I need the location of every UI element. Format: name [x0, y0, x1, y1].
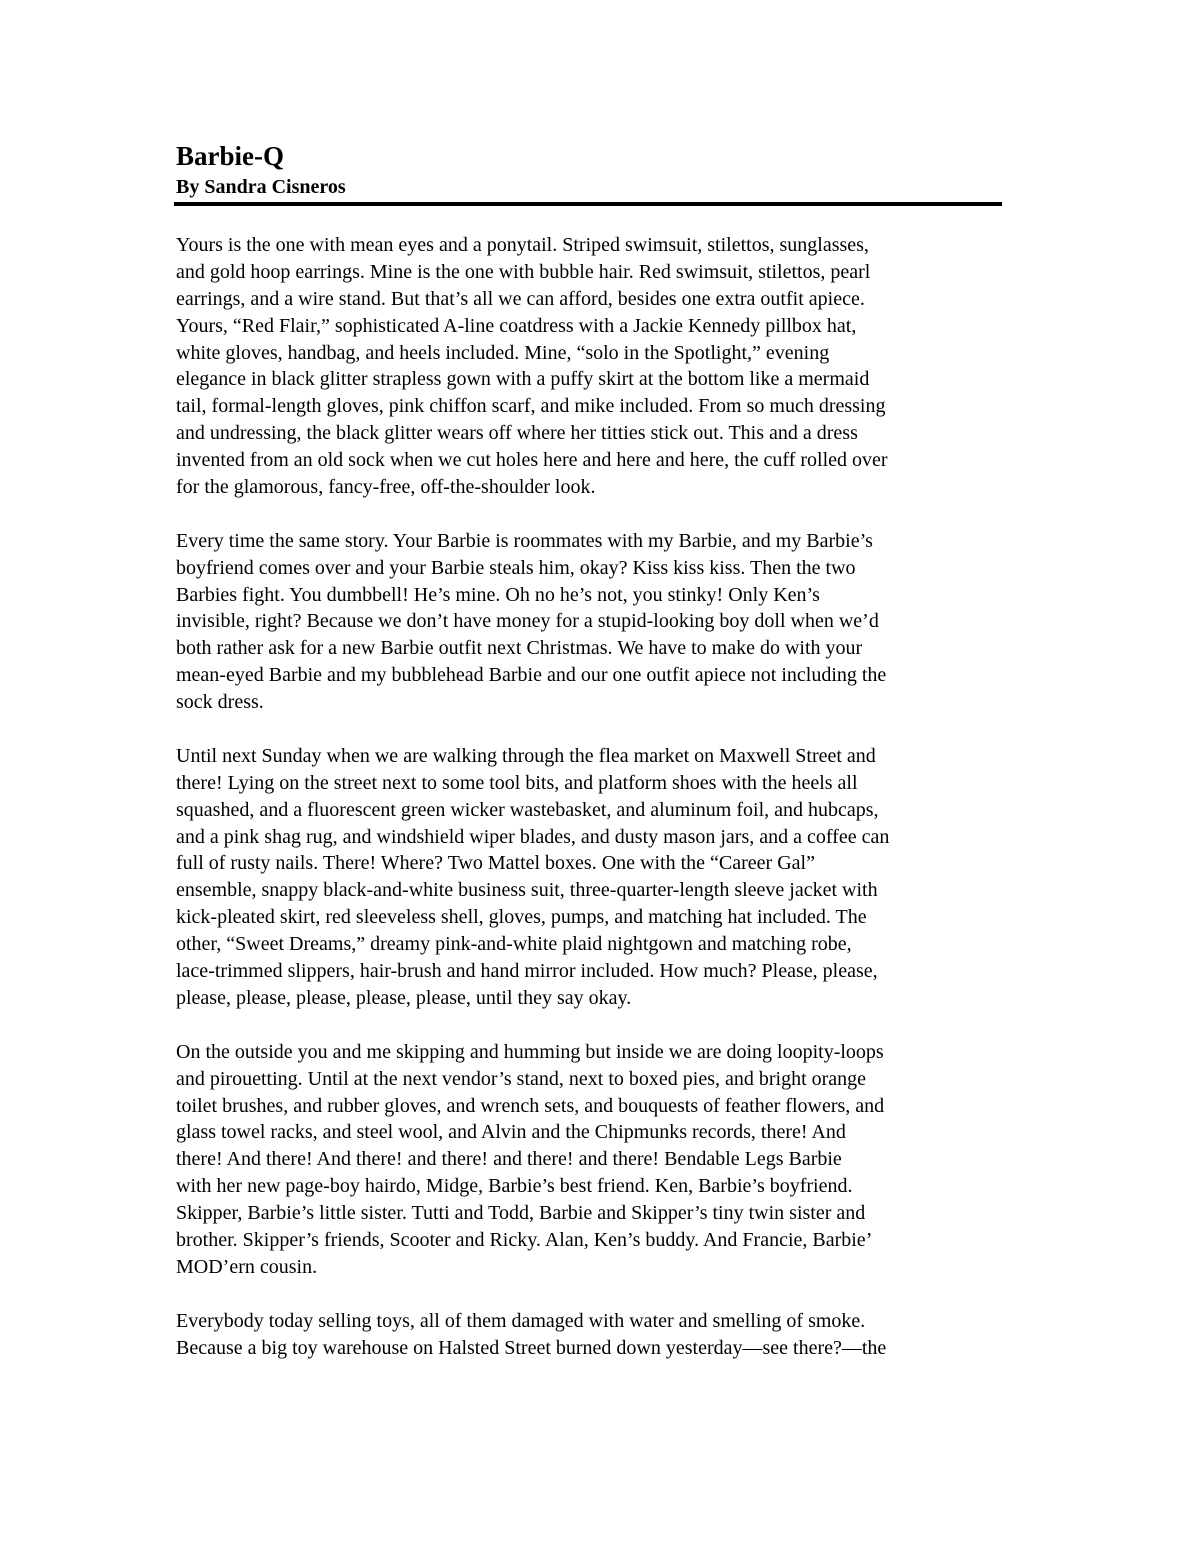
paragraph: [176, 232, 1016, 501]
document-header: [176, 140, 1002, 200]
paragraph-spacer: [176, 501, 1016, 528]
text-line: lace-trimmed slippers, hair-brush and hand mirror included. How much? Please, please,: [176, 960, 878, 983]
paragraph-spacer: [176, 1012, 1016, 1039]
text-line: ensemble, snappy black-and-white business suit, three-quarter-length sleeve jacket with: [176, 879, 878, 902]
text-line: and pirouetting. Until at the next vendor’s stand, next to boxed pies, and bright orange: [176, 1067, 867, 1090]
text-line: Yours is the one with mean eyes and a ponytail. Striped swimsuit, stilettos, sunglasses,: [176, 234, 869, 256]
paragraph: [176, 1039, 1016, 1281]
text-line: and a pink shag rug, and windshield wiper blades, and dusty mason jars, and a coffee can: [176, 825, 890, 848]
author-byline: By Sandra Cisneros: [176, 176, 346, 198]
document-title: Barbie-Q: [176, 141, 284, 171]
text-line: white gloves, handbag, and heels included. Mine, “solo in the Spotlight,” evening: [176, 341, 830, 364]
text-line: glass towel racks, and steel wool, and Alvin and the Chipmunks records, there! And: [176, 1121, 846, 1144]
text-line: kick-pleated skirt, red sleeveless shell, gloves, pumps, and matching hat included. The: [176, 906, 867, 929]
text-line: tail, formal-length gloves, pink chiffon scarf, and mike included. From so much dressing: [176, 395, 886, 418]
text-line: there! Lying on the street next to some tool bits, and platform shoes with the heels all: [176, 771, 858, 794]
text-line: brother. Skipper’s friends, Scooter and Ricky. Alan, Ken’s buddy. And Francie, Barbie’: [176, 1228, 873, 1251]
paragraph: [176, 743, 1016, 1012]
text-line: On the outside you and me skipping and humming but inside we are doing loopity-loops: [176, 1040, 884, 1063]
text-line: Skipper, Barbie’s little sister. Tutti and Todd, Barbie and Skipper’s tiny twin sister and: [176, 1202, 866, 1225]
text-line: and undressing, the black glitter wears off where her titties stick out. This and a dress: [176, 422, 858, 445]
text-line: invented from an old sock when we cut holes here and here and here, the cuff rolled over: [176, 449, 888, 472]
header-divider: [174, 202, 1002, 206]
text-line: mean-eyed Barbie and my bubblehead Barbie and our one outfit apiece not including the: [176, 664, 887, 687]
text-line: Because a big toy warehouse on Halsted Street burned down yesterday—see there?—the: [176, 1336, 887, 1359]
text-line: Every time the same story. Your Barbie is roommates with my Barbie, and my Barbie’s: [176, 529, 873, 552]
text-line: MOD’ern cousin.: [176, 1255, 318, 1278]
text-line: for the glamorous, fancy-free, off-the-shoulder look.: [176, 476, 596, 499]
text-line: elegance in black glitter strapless gown with a puffy skirt at the bottom like a mermaid: [176, 368, 870, 391]
paragraph-spacer: [176, 1281, 1016, 1308]
text-line: Everybody today selling toys, all of them damaged with water and smelling of smoke.: [176, 1309, 866, 1332]
text-line: toilet brushes, and rubber gloves, and wrench sets, and bouquests of feather flowers, and: [176, 1094, 885, 1117]
text-line: Barbies fight. You dumbbell! He’s mine. Oh no he’s not, you stinky! Only Ken’s: [176, 583, 820, 606]
text-line: please, please, please, please, please, until they say okay.: [176, 986, 632, 1009]
text-line: invisible, right? Because we don’t have money for a stupid-looking boy doll when we’d: [176, 610, 879, 633]
paragraph: [176, 528, 1016, 716]
text-line: and gold hoop earrings. Mine is the one with bubble hair. Red swimsuit, stilettos, pearl: [176, 260, 871, 283]
text-line: Yours, “Red Flair,” sophisticated A-line coatdress with a Jackie Kennedy pillbox hat,: [176, 314, 857, 337]
text-line: with her new page-boy hairdo, Midge, Barbie’s best friend. Ken, Barbie’s boyfriend.: [176, 1175, 853, 1198]
text-line: there! And there! And there! and there! and there! and there! Bendable Legs Barbie: [176, 1148, 842, 1171]
text-line: sock dress.: [176, 691, 264, 714]
text-line: squashed, and a fluorescent green wicker wastebasket, and aluminum foil, and hubcaps,: [176, 798, 879, 821]
text-line: earrings, and a wire stand. But that’s all we can afford, besides one extra outfit apiece.: [176, 287, 865, 310]
story-body: [176, 232, 1016, 1361]
text-line: boyfriend comes over and your Barbie steals him, okay? Kiss kiss kiss. Then the two: [176, 556, 856, 579]
text-line: both rather ask for a new Barbie outfit next Christmas. We have to make do with your: [176, 637, 863, 660]
text-line: other, “Sweet Dreams,” dreamy pink-and-white plaid nightgown and matching robe,: [176, 933, 852, 956]
paragraph: [176, 1308, 1016, 1362]
text-line: full of rusty nails. There! Where? Two Mattel boxes. One with the “Career Gal”: [176, 852, 815, 875]
text-line: Until next Sunday when we are walking through the flea market on Maxwell Street and: [176, 744, 876, 767]
paragraph-spacer: [176, 716, 1016, 743]
